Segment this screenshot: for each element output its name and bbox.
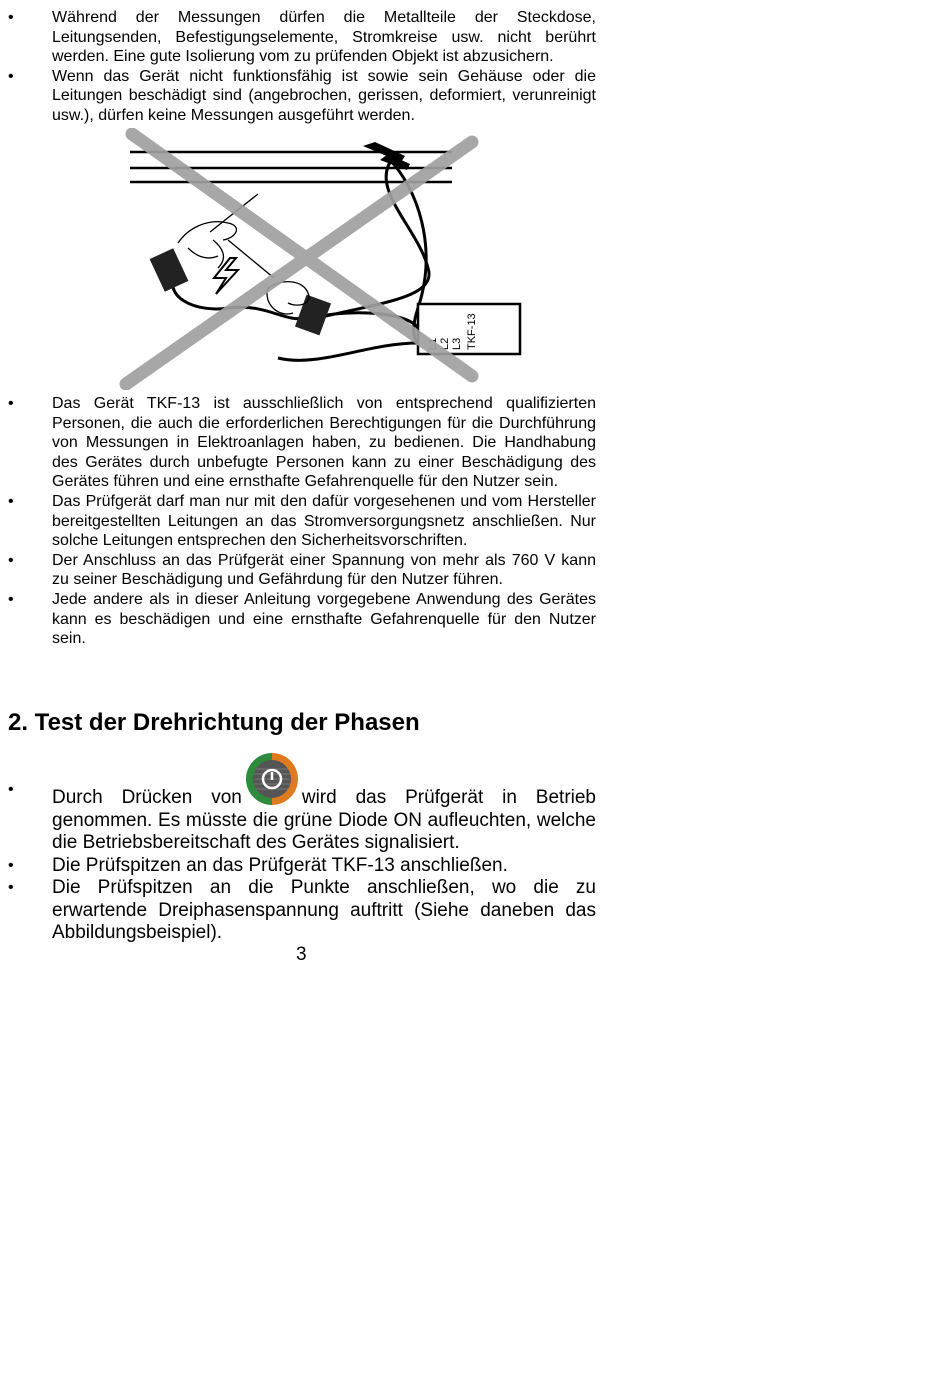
list-item <box>0 590 596 649</box>
list-item <box>0 67 596 126</box>
list-item-text: Die Prüfspitzen an das Prüfgerät TKF-13 anschließen. <box>52 854 508 876</box>
list-item <box>0 492 596 551</box>
probe-grip-icon <box>295 295 331 336</box>
probe-grip-icon <box>150 248 189 292</box>
list-item-text: Jede andere als in dieser Anleitung vorgegebene Anwendung des Gerätes kann es beschädigen und eine ernsthafte Gefahrenquelle für den Nutzer sein. <box>52 590 596 648</box>
procedure-list <box>0 779 596 945</box>
bullet-icon: • <box>8 551 14 569</box>
list-item-text: Der Anschluss an das Prüfgerät einer Spannung von mehr als 760 V kann zu seiner Beschädigung und Gefährdung für den Nutzer führen. <box>52 551 596 589</box>
page-number: 3 <box>296 944 307 965</box>
bullet-icon: • <box>8 590 14 608</box>
safety-list-middle <box>0 394 596 649</box>
power-button-icon <box>244 751 300 807</box>
bullet-icon: • <box>8 9 14 26</box>
safety-list-top <box>0 8 596 126</box>
list-item-text: Das Gerät TKF-13 ist ausschließlich von entsprechend qualifizierten Personen, die auch die erforderlichen Berechtigungen für die Durchführung von Messungen in Elektroanlagen haben, zu bedienen. Die Handhabung des Gerätes durch unbefugte Personen kann zu einer Beschädigung des Gerätes führen und eine ernsthafte Gefahrenquelle für den Nutzer sein. <box>52 395 596 491</box>
list-item-text: Die Prüfspitzen an die Punkte anschließen, wo die zu erwartende Dreiphasenspannung auftritt (Siehe daneben das Abbildungsbeispiel). <box>52 877 596 943</box>
section-heading: 2. Test der Drehrichtung der Phasen <box>8 709 420 736</box>
list-item <box>0 779 596 855</box>
bullet-icon: • <box>8 67 14 85</box>
step-text-after: wird das Prüfgerät in Betrieb genommen. Es müsste die grüne Diode ON aufleuchten, welche die Betriebsbereitschaft des Gerätes signalisiert. <box>52 787 596 853</box>
prohibited-measurement-figure <box>118 128 528 390</box>
clip-icon <box>363 142 410 170</box>
list-item <box>0 855 596 878</box>
list-item-text: Während der Messungen dürfen die Metallteile der Steckdose, Leitungsenden, Befestigungselemente, Stromkreise usw. nicht berührt werden. Eine gute Isolierung vom zu prüfenden Objekt ist abzusichern. <box>52 9 596 66</box>
list-item <box>0 394 596 492</box>
lightning-icon <box>214 258 238 294</box>
bullet-icon: • <box>8 395 14 412</box>
list-item <box>0 877 596 945</box>
list-item-text: Wenn das Gerät nicht funktionsfähig ist sowie sein Gehäuse oder die Leitungen beschädigt sind (angebrochen, gerissen, deformiert, verunreinigt usw.), dürfen keine Messungen ausgeführt werden. <box>52 67 596 124</box>
bullet-icon: • <box>8 856 14 874</box>
device-label: TKF-13 <box>466 313 478 350</box>
list-item <box>0 551 596 590</box>
bullet-icon: • <box>8 781 14 798</box>
list-item <box>0 8 596 67</box>
step-text-before: Durch Drücken von <box>52 787 242 808</box>
port-label: L3 <box>451 337 463 350</box>
list-item-text: Das Prüfgerät darf man nur mit den dafür vorgesehenen und vom Hersteller bereitgestellten Leitungen an das Stromversorgungsnetz anschließen. Nur solche Leitungen entsprechen den Sicherheitsvorschriften. <box>52 492 596 550</box>
port-label: L2 <box>439 337 451 350</box>
bullet-icon: • <box>8 492 14 510</box>
bullet-icon: • <box>8 879 14 896</box>
